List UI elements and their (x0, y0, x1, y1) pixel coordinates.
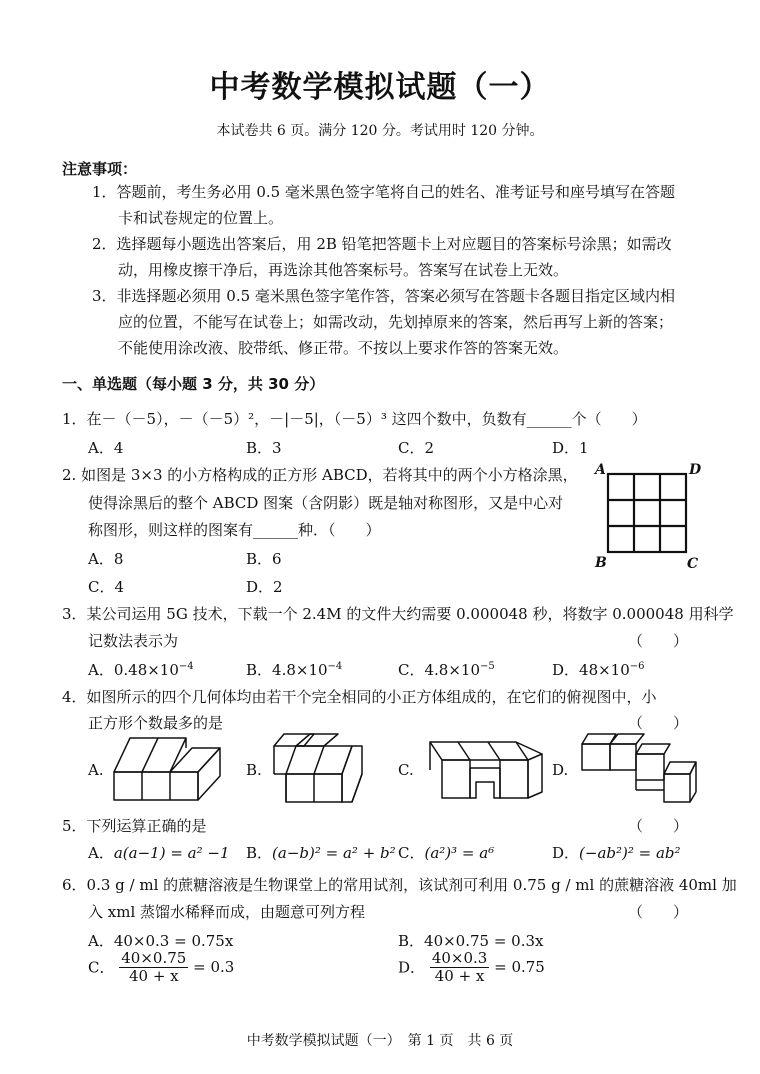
q2-line-2: 使得涂黑后的整个 ABCD 图案（含阴影）既是轴对称图形，又是中心对 (88, 494, 564, 512)
q2-line-3: 称图形，则这样的图案有______种．（ ） (88, 521, 381, 539)
q6-option-c: C． $\frac{40\times 0.75}{40 + x}$ = 0.3 (88, 949, 235, 985)
page-footer: 中考数学模拟试题（一） 第 1 页 共 6 页 (246, 1033, 514, 1049)
q6-option-a: A．40×0.3 = 0.75x (88, 932, 234, 950)
q2-option-d: D．2 (246, 578, 283, 596)
q6-line-2: 入 xml 蒸馏水稀释而成，由题意可列方程 (88, 903, 366, 921)
notice-heading: 注意事项： (62, 160, 138, 178)
q5-answer-paren: （ ） (628, 817, 689, 835)
q6-option-b: B．40×0.75 = 0.3x (398, 932, 544, 950)
q5-option-c: C．(a²)³ = a⁶ (398, 844, 495, 862)
q5-option-a: A．a(a−1) = a² −1 (88, 844, 230, 862)
q3-option-c: C．$4.8\times 10^{-5}$ (398, 661, 495, 679)
q4-option-a-label: A. (88, 761, 104, 779)
q4-solid-b (266, 730, 376, 806)
q6-line-1: 6．0.3 g / ml 的蔗糖溶液是生物课堂上的常用试剂，该试剂可利用 0.75 g / ml 的蔗糖溶液 40ml 加 (62, 876, 737, 894)
notice-item-3-line-1: 3．非选择题必须用 0.5 毫米黑色签字笔作答，答案必须写在答题卡各题目指定区域内相 (92, 287, 675, 305)
q3-option-d: D．$48\times 10^{-6}$ (552, 661, 645, 679)
q2-option-a: A．8 (88, 550, 124, 568)
page-subtitle: 本试卷共 6 页。满分 120 分。考试用时 120 分钟。 (216, 123, 544, 139)
q5-option-b: B．(a−b)² = a² + b² (246, 844, 396, 862)
corner-label-a: A (595, 462, 606, 478)
q1-option-d: D．1 (552, 439, 589, 457)
q1-option-b: B．3 (246, 439, 282, 457)
q4-solid-c (424, 738, 550, 802)
q6-option-d: D． $\frac{40\times 0.3}{40 + x}$ = 0.75 (398, 949, 545, 985)
notice-item-1-line-1: 1．答题前，考生务必用 0.5 毫米黑色签字笔将自己的姓名、准考证号和座号填写在答题 (92, 183, 675, 201)
q4-answer-paren: （ ） (628, 714, 689, 732)
q4-line-1: 4．如图所示的四个几何体均由若干个完全相同的小正方体组成的，在它们的俯视图中，小 (62, 688, 657, 706)
q2-option-b: B．6 (246, 550, 282, 568)
q2-grid-figure (595, 460, 705, 572)
q3-line-2: 记数法表示为 (88, 632, 179, 650)
notice-item-1-line-2: 卡和试卷规定的位置上。 (118, 209, 284, 227)
q3-answer-paren: （ ） (628, 632, 689, 650)
q1-option-c: C．2 (398, 439, 435, 457)
q3-option-b: B．$4.8\times 10^{-4}$ (246, 661, 343, 679)
q5-stem: 5．下列运算正确的是 (62, 817, 207, 835)
notice-item-2-line-1: 2．选择题每小题选出答案后，用 2B 铅笔把答题卡上对应题目的答案标号涂黑；如需改 (92, 235, 672, 253)
q6-option-c-fraction: $\frac{40\times 0.75}{40 + x}$ (121, 949, 187, 985)
q6-answer-paren: （ ） (628, 903, 689, 921)
q2-line-1: 2. 如图是 3×3 的小方格构成的正方形 ABCD，若将其中的两个小方格涂黑， (62, 466, 578, 484)
notice-item-3-line-3: 不能使用涂改液、胶带纸、修正带。不按以上要求作答的答案无效。 (118, 339, 569, 357)
q4-option-c-label: C. (398, 761, 414, 779)
q3-line-1: 3．某公司运用 5G 技术，下载一个 2.4M 的文件大约需要 0.000048 秒，将数字 0.000048 用科学 (62, 605, 734, 623)
section-heading: 一、单选题（每小题 3 分，共 30 分） (62, 375, 325, 393)
corner-label-c: C (687, 556, 699, 572)
corner-label-d: D (689, 462, 702, 478)
q4-solid-d (578, 730, 704, 806)
q6-option-d-fraction: $\frac{40\times 0.3}{40 + x}$ (431, 949, 488, 985)
q3-option-a: A．$0.48\times 10^{-4}$ (88, 661, 194, 679)
q1-option-a: A．4 (88, 439, 124, 457)
q1-stem: 1．在－（－5），－（－5）²，－|－5|，（－5）³ 这四个数中，负数有______个（ ） (62, 410, 647, 428)
q5-option-d: D．(−ab²)² = ab² (552, 844, 681, 862)
q4-solid-a (108, 732, 238, 804)
q4-option-b-label: B. (246, 761, 262, 779)
notice-item-2-line-2: 动，用橡皮擦干净后，再选涂其他答案标号。答案写在试卷上无效。 (118, 261, 569, 279)
q4-line-2: 正方形个数最多的是 (88, 714, 224, 732)
q2-option-c: C．4 (88, 578, 125, 596)
q4-option-d-label: D. (552, 761, 569, 779)
notice-item-3-line-2: 应的位置，不能写在试卷上；如需改动，先划掉原来的答案，然后再写上新的答案； (118, 313, 674, 331)
corner-label-b: B (595, 555, 607, 571)
page-title: 中考数学模拟试题（一） (209, 70, 551, 105)
